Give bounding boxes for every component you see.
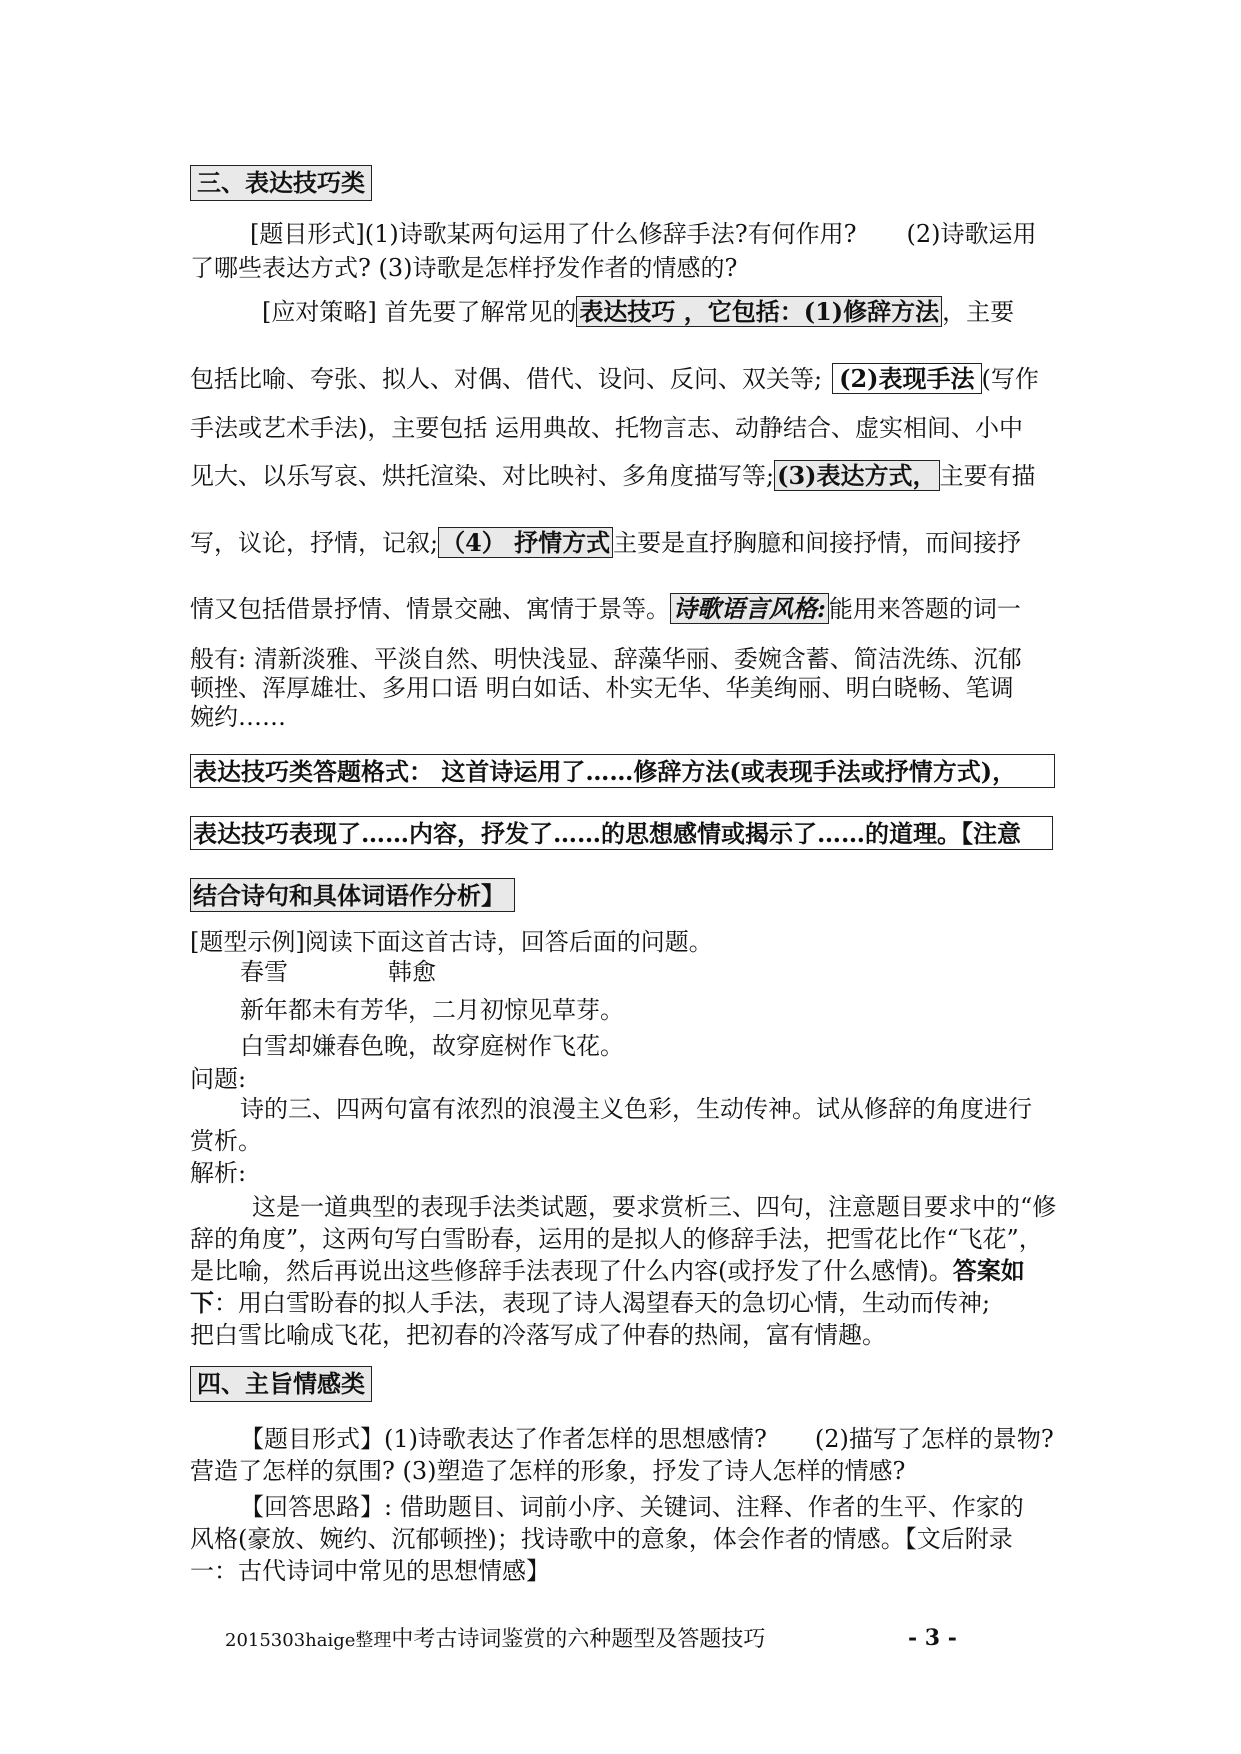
section4-heading: 四、主旨情感类 (190, 1366, 372, 1402)
analysis-line3 (190, 1255, 1060, 1287)
strategy-line6 (190, 593, 1060, 625)
question-label: 问题: (190, 1065, 247, 1093)
strategy-line7: 般有: 清新淡雅、平淡自然、明快浅显、辞藻华丽、委婉含蓄、简洁洗练、沉郁 (190, 645, 1022, 673)
strategy-text: (写作 (981, 365, 1039, 393)
analysis-line2: 辞的角度”，这两句写白雪盼春，运用的是拟人的修辞手法，把雪花比作“飞花”， (190, 1225, 1043, 1253)
page-footer (225, 1625, 765, 1656)
strategy-text: [应对策略] 首先要了解常见的 (262, 298, 577, 326)
s4-question-text: 【题目形式】(1)诗歌表达了作者怎样的思想感情? (240, 1425, 767, 1453)
page-number: - 3 - (908, 1625, 957, 1651)
poem-author: 韩愈 (388, 958, 436, 986)
expression-mode-box: (3)表达方式， (774, 460, 939, 491)
poem-line2: 白雪却嫌春色晚，故穿庭树作飞花。 (240, 1032, 624, 1060)
strategy-line2 (190, 363, 1060, 395)
footer-title: 中考古诗词鉴赏的六种题型及答题技巧 (391, 1627, 766, 1652)
lyric-method-box: （4） 抒情方式 (438, 527, 613, 558)
s4-question-form-line2: 营造了怎样的氛围? (3)塑造了怎样的形象，抒发了诗人怎样的情感? (190, 1457, 906, 1485)
poem-title: 春雪 (240, 958, 288, 986)
analysis-line1: 这是一道典型的表现手法类试题，要求赏析三、四句，注意题目要求中的“修 (252, 1193, 1057, 1221)
s4-approach-line1: 【回答思路】: 借助题目、词前小序、关键词、注释、作者的生平、作家的 (240, 1493, 1024, 1521)
strategy-line5 (190, 527, 1060, 559)
strategy-text: 主要有描 (939, 462, 1036, 490)
expression-skills-box: 表达技巧 ，它包括：(1)修辞方法 (576, 296, 942, 327)
s4-approach-line3: 一：古代诗词中常见的思想情感】 (190, 1557, 550, 1585)
s4-approach-line2: 风格(豪放、婉约、沉郁顿挫)；找诗歌中的意象，体会作者的情感。【文后附录 (190, 1525, 1013, 1553)
poem-title-line (240, 956, 1110, 988)
question-line1: 诗的三、四两句富有浓烈的浪漫主义色彩，生动传神。试从修辞的角度进行 (240, 1095, 1032, 1123)
s4-question-text: (2)描写了怎样的景物? (814, 1425, 1054, 1453)
footer-prefix: 2015303haige (225, 1630, 356, 1651)
example-intro: [题型示例]阅读下面这首古诗，回答后面的问题。 (190, 928, 713, 956)
analysis-text: 是比喻，然后再说出这些修辞手法表现了什么内容(或抒发了什么感情)。 (190, 1257, 953, 1285)
strategy-line8: 顿挫、浑厚雄壮、多用口语 明白如话、朴实无华、华美绚丽、明白晓畅、笔调 (190, 674, 1014, 702)
strategy-line9: 婉约…… (190, 703, 286, 731)
section3-heading: 三、表达技巧类 (190, 165, 372, 201)
question-form-line2: 了哪些表达方式? (3)诗歌是怎样抒发作者的情感的? (190, 254, 738, 282)
strategy-text: 主要是直抒胸臆和间接抒情，而间接抒 (613, 529, 1022, 557)
strategy-line3: 手法或艺术手法)，主要包括 运用典故、托物言志、动静结合、虚实相间、小中 (190, 414, 1023, 442)
strategy-text: 包括比喻、夸张、拟人、对偶、借代、设问、反问、双关等; (190, 365, 823, 393)
analysis-label: 解析: (190, 1159, 247, 1187)
answer-format-row2: 表达技巧表现了……内容，抒发了……的思想感情或揭示了……的道理。【注意 (190, 816, 1053, 850)
answer-label: 下 (190, 1288, 214, 1317)
answer-label: 答案如 (952, 1256, 1025, 1285)
question-form-text-b: (2)诗歌运用 (906, 220, 1037, 248)
strategy-text: 能用来答题的词一 (828, 595, 1021, 623)
question-form-text-a: [题目形式](1)诗歌某两句运用了什么修辞手法?有何作用? (250, 220, 857, 248)
question-form-line1 (250, 218, 1120, 250)
strategy-text: 情又包括借景抒情、情景交融、寓情于景等。 (190, 595, 670, 623)
strategy-line1 (262, 296, 1132, 328)
presentation-method-box: (2)表现手法 (832, 363, 981, 394)
analysis-line5: 把白雪比喻成飞花，把初春的冷落写成了仲春的热闹，富有情趣。 (190, 1321, 886, 1349)
language-style-box: 诗歌语言风格: (670, 593, 829, 624)
s4-question-form-line1 (240, 1423, 1110, 1455)
strategy-text: 见大、以乐写哀、烘托渲染、对比映衬、多角度描写等; (190, 462, 775, 490)
strategy-text: 写，议论，抒情，记叙; (190, 529, 439, 557)
footer-prefix-small: 整理 (355, 1630, 392, 1651)
analysis-text: ：用白雪盼春的拟人手法，表现了诗人渴望春天的急切心情，生动而传神; (214, 1289, 991, 1317)
answer-format-row3: 结合诗句和具体词语作分析】 (190, 878, 515, 912)
question-line2: 赏析。 (190, 1127, 262, 1155)
answer-format-row1: 表达技巧类答题格式： 这首诗运用了……修辞方法(或表现手法或抒情方式)， (190, 754, 1055, 788)
poem-line1: 新年都未有芳华，二月初惊见草芽。 (240, 996, 624, 1024)
strategy-line4 (190, 460, 1060, 492)
strategy-text: ，主要 (942, 298, 1015, 326)
analysis-line4 (190, 1287, 1060, 1319)
